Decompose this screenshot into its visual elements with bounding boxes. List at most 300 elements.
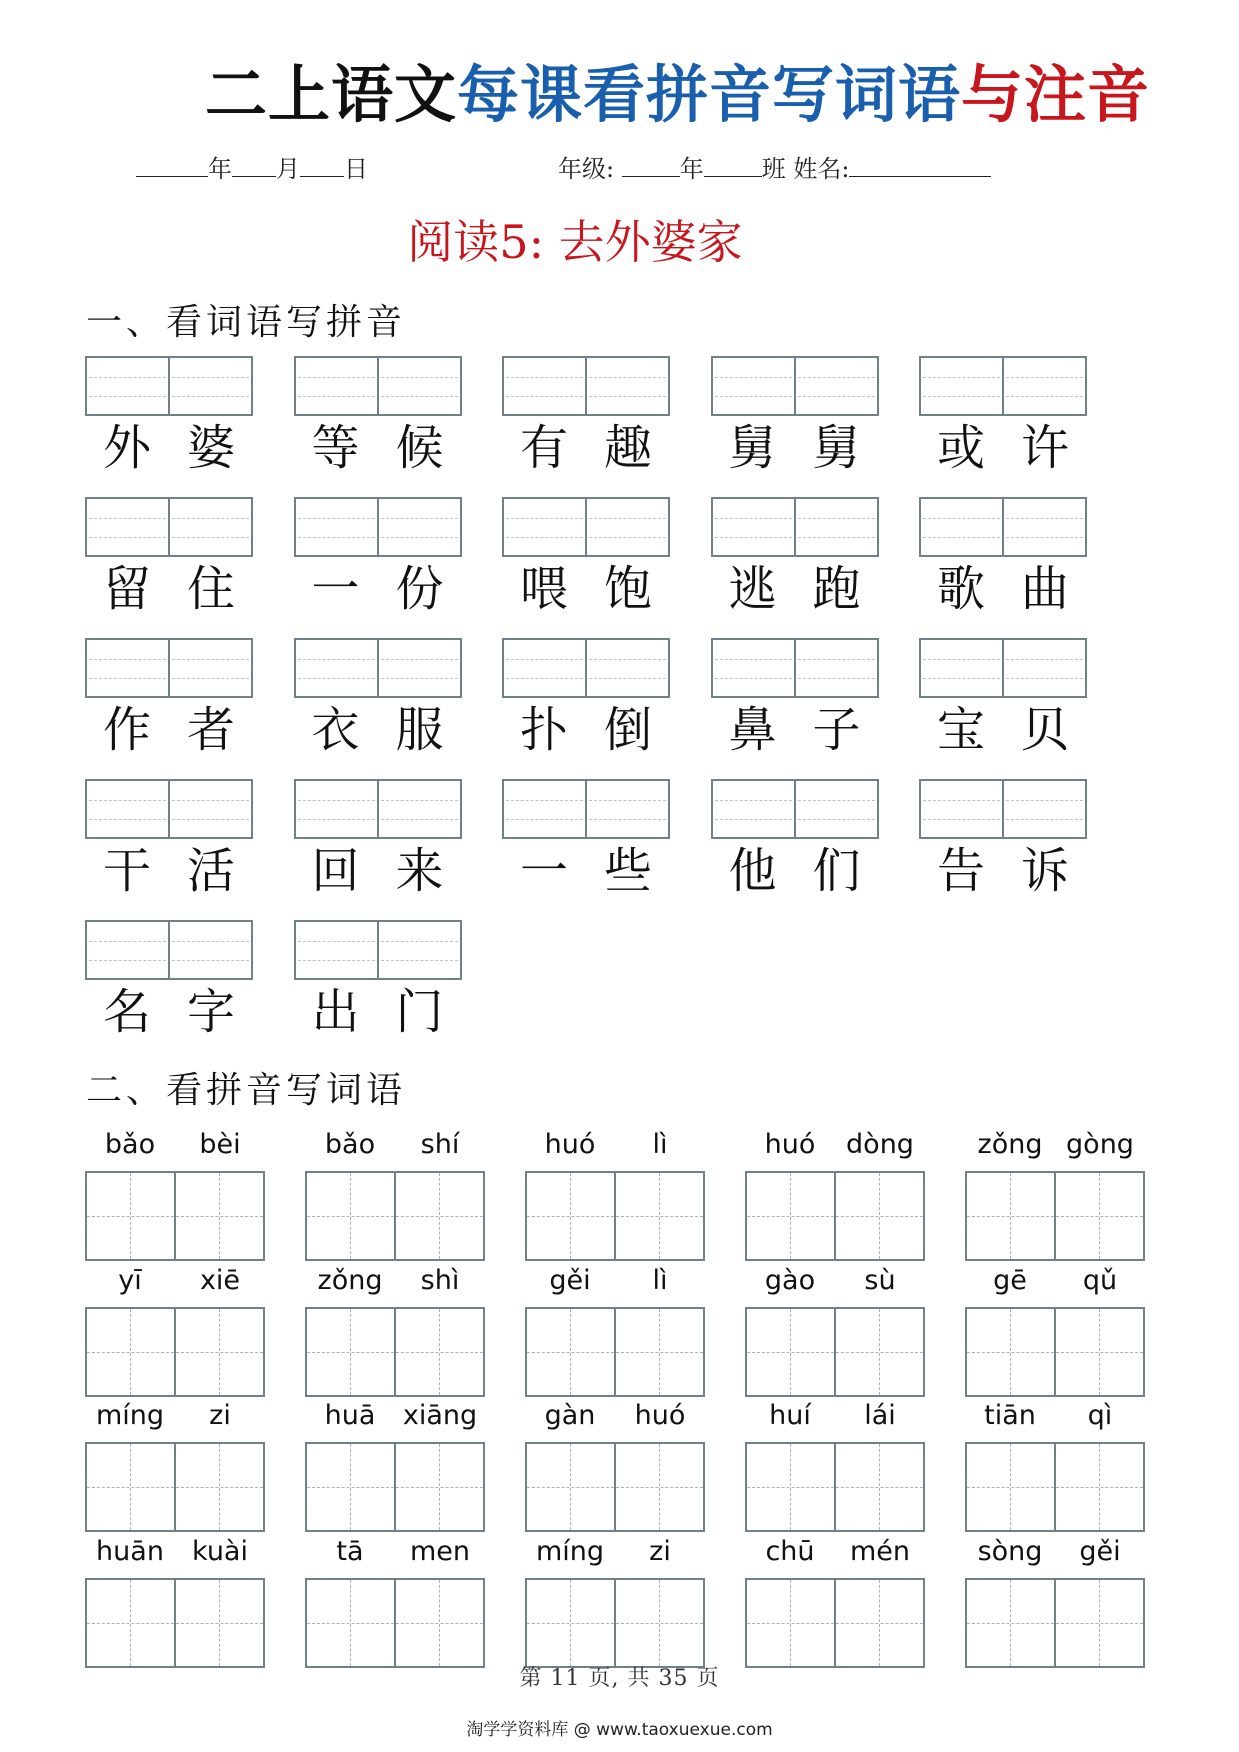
pinyin-answer-box[interactable] — [85, 638, 253, 698]
vocab-word — [294, 561, 462, 617]
vocab-character: 舅 — [728, 420, 777, 476]
guide-line — [1006, 819, 1083, 820]
vocab-character: 留 — [102, 561, 151, 617]
vocab-character: 宝 — [936, 702, 985, 758]
guide-line — [381, 396, 458, 397]
pinyin-cell[interactable] — [585, 358, 668, 414]
pinyin-answer-box[interactable] — [919, 497, 1087, 557]
tianzi-cell[interactable] — [174, 1580, 263, 1666]
character-answer-box[interactable] — [965, 1171, 1145, 1261]
vocab-word — [711, 420, 879, 476]
tianzi-cell[interactable] — [1054, 1173, 1143, 1259]
guide-line — [506, 377, 583, 378]
character-answer-box[interactable] — [745, 1442, 925, 1532]
name-blank[interactable] — [849, 154, 991, 177]
pinyin-prompt — [745, 1127, 925, 1163]
guide-line — [1010, 1444, 1011, 1530]
pinyin-answer-box[interactable] — [711, 779, 879, 839]
pinyin-cell[interactable] — [713, 358, 794, 414]
pinyin-answer-box[interactable] — [711, 356, 879, 416]
month-label: 月 — [276, 155, 300, 183]
pinyin-syllable: zǒng — [977, 1129, 1043, 1160]
guide-line — [130, 1444, 131, 1530]
guide-line — [298, 819, 375, 820]
pinyin-cell[interactable] — [168, 358, 251, 414]
guide-line — [923, 800, 1000, 801]
tianzi-cell[interactable] — [614, 1309, 703, 1395]
pinyin-syllable: sù — [864, 1264, 896, 1296]
guide-line — [350, 1173, 351, 1259]
vocab-character: 诉 — [1020, 843, 1069, 899]
character-answer-box[interactable] — [305, 1171, 485, 1261]
pinyin-cell[interactable] — [168, 640, 251, 696]
character-answer-box[interactable] — [745, 1578, 925, 1668]
pinyin-cell[interactable] — [168, 499, 251, 555]
vocab-character: 门 — [395, 984, 444, 1040]
pinyin-cell[interactable] — [1002, 640, 1085, 696]
guide-line — [89, 960, 166, 961]
student-info-line — [558, 152, 991, 186]
pinyin-prompt — [525, 1263, 705, 1299]
pinyin-answer-box[interactable] — [502, 497, 670, 557]
pinyin-cell[interactable] — [296, 781, 377, 837]
character-answer-box[interactable] — [525, 1578, 705, 1668]
pinyin-answer-box[interactable] — [85, 779, 253, 839]
pinyin-syllable: huó — [544, 1129, 596, 1160]
tianzi-cell[interactable] — [394, 1309, 483, 1395]
pinyin-prompt — [305, 1127, 485, 1163]
vocab-character: 舅 — [812, 420, 861, 476]
guide-line — [381, 819, 458, 820]
tianzi-cell[interactable] — [967, 1444, 1054, 1530]
vocab-word — [294, 843, 462, 899]
vocab-word — [85, 420, 253, 476]
tianzi-cell[interactable] — [614, 1173, 703, 1259]
guide-line — [350, 1309, 351, 1395]
pinyin-answer-box[interactable] — [294, 356, 462, 416]
tianzi-cell[interactable] — [834, 1444, 923, 1530]
character-answer-box[interactable] — [85, 1171, 265, 1261]
guide-line — [1006, 377, 1083, 378]
guide-line — [589, 537, 666, 538]
guide-line — [1099, 1309, 1100, 1395]
guide-line — [798, 659, 875, 660]
guide-line — [790, 1444, 791, 1530]
pinyin-cell[interactable] — [504, 358, 585, 414]
guide-line — [381, 518, 458, 519]
vocab-character: 婆 — [186, 420, 235, 476]
guide-line — [298, 518, 375, 519]
tianzi-cell[interactable] — [747, 1444, 834, 1530]
pinyin-cell[interactable] — [377, 499, 460, 555]
guide-line — [89, 800, 166, 801]
guide-line — [172, 396, 249, 397]
pinyin-syllable: tā — [336, 1535, 364, 1567]
pinyin-prompt — [965, 1398, 1145, 1434]
vocab-character: 出 — [311, 984, 360, 1040]
pinyin-syllable: zi — [209, 1400, 231, 1431]
guide-line — [172, 377, 249, 378]
guide-line — [130, 1309, 131, 1395]
tianzi-cell[interactable] — [967, 1173, 1054, 1259]
class-blank[interactable] — [704, 154, 762, 177]
tianzi-cell[interactable] — [307, 1173, 394, 1259]
grade-year-label: 年 — [679, 155, 704, 183]
vocab-character: 歌 — [936, 561, 985, 617]
pinyin-prompt — [305, 1398, 485, 1434]
vocab-character: 贝 — [1020, 702, 1069, 758]
character-answer-box[interactable] — [305, 1442, 485, 1532]
guide-line — [659, 1173, 660, 1259]
vocab-character: 字 — [186, 984, 235, 1040]
pinyin-answer-box[interactable] — [711, 638, 879, 698]
vocab-word — [294, 702, 462, 758]
guide-line — [879, 1173, 880, 1259]
pinyin-syllable: gào — [764, 1264, 816, 1296]
pinyin-cell[interactable] — [168, 781, 251, 837]
guide-line — [790, 1309, 791, 1395]
character-answer-box[interactable] — [305, 1578, 485, 1668]
vocab-character: 或 — [936, 420, 985, 476]
guide-line — [715, 800, 792, 801]
lesson-title: 阅读5: 去外婆家 — [407, 215, 743, 269]
pinyin-prompt — [85, 1127, 265, 1163]
guide-line — [172, 678, 249, 679]
tianzi-cell[interactable] — [967, 1309, 1054, 1395]
pinyin-syllable: gòng — [1066, 1129, 1134, 1160]
pinyin-syllable: shì — [420, 1264, 460, 1296]
day-blank[interactable] — [300, 154, 344, 177]
pinyin-syllable: lì — [652, 1129, 668, 1160]
pinyin-cell[interactable] — [585, 640, 668, 696]
pinyin-syllable: gěi — [1079, 1535, 1121, 1567]
section2-heading: 二、看拼音写词语 — [86, 1070, 407, 1111]
vocab-word — [294, 984, 462, 1040]
tianzi-cell[interactable] — [527, 1580, 614, 1666]
tianzi-cell[interactable] — [87, 1580, 174, 1666]
guide-line — [381, 377, 458, 378]
pinyin-cell[interactable] — [87, 640, 168, 696]
vocab-character: 他 — [728, 843, 777, 899]
pinyin-answer-box[interactable] — [502, 779, 670, 839]
guide-line — [1099, 1580, 1100, 1666]
guide-line — [923, 659, 1000, 660]
guide-line — [798, 518, 875, 519]
pinyin-answer-box[interactable] — [919, 779, 1087, 839]
tianzi-cell[interactable] — [1054, 1444, 1143, 1530]
vocab-character: 外 — [102, 420, 151, 476]
character-answer-box[interactable] — [85, 1442, 265, 1532]
vocab-character: 逃 — [728, 561, 777, 617]
pinyin-cell[interactable] — [87, 781, 168, 837]
pinyin-cell[interactable] — [1002, 781, 1085, 837]
pinyin-prompt — [745, 1534, 925, 1570]
pinyin-cell[interactable] — [377, 358, 460, 414]
guide-line — [219, 1173, 220, 1259]
guide-line — [1099, 1444, 1100, 1530]
vocab-word — [294, 420, 462, 476]
pinyin-prompt — [965, 1263, 1145, 1299]
pinyin-syllable: zi — [649, 1535, 671, 1567]
pinyin-cell[interactable] — [504, 781, 585, 837]
guide-line — [798, 819, 875, 820]
vocab-character: 一 — [519, 843, 568, 899]
pinyin-syllable: huí — [769, 1400, 811, 1431]
pinyin-answer-box[interactable] — [85, 497, 253, 557]
guide-line — [439, 1173, 440, 1259]
guide-line — [589, 396, 666, 397]
guide-line — [172, 941, 249, 942]
pinyin-cell[interactable] — [794, 499, 877, 555]
pinyin-cell[interactable] — [921, 499, 1002, 555]
guide-line — [506, 678, 583, 679]
guide-line — [172, 518, 249, 519]
pinyin-cell[interactable] — [296, 358, 377, 414]
tianzi-cell[interactable] — [834, 1173, 923, 1259]
pinyin-cell[interactable] — [713, 499, 794, 555]
pinyin-cell[interactable] — [713, 781, 794, 837]
guide-line — [130, 1580, 131, 1666]
pinyin-syllable: zǒng — [317, 1264, 383, 1296]
grade-label: 年级: — [558, 155, 615, 183]
guide-line — [589, 678, 666, 679]
pinyin-cell[interactable] — [296, 499, 377, 555]
footer-watermark: 淘学学资料库 @ www.taoxuexue.com — [466, 1720, 773, 1740]
vocab-character: 们 — [812, 843, 861, 899]
guide-line — [715, 819, 792, 820]
pinyin-cell[interactable] — [585, 499, 668, 555]
tianzi-cell[interactable] — [87, 1173, 174, 1259]
pinyin-cell[interactable] — [1002, 358, 1085, 414]
vocab-word — [502, 561, 670, 617]
vocab-character: 份 — [395, 561, 444, 617]
vocab-character: 活 — [186, 843, 235, 899]
guide-line — [715, 678, 792, 679]
vocab-character: 来 — [395, 843, 444, 899]
pinyin-cell[interactable] — [87, 499, 168, 555]
guide-line — [570, 1309, 571, 1395]
pinyin-prompt — [965, 1127, 1145, 1163]
tianzi-cell[interactable] — [394, 1444, 483, 1530]
guide-line — [570, 1444, 571, 1530]
pinyin-answer-box[interactable] — [85, 356, 253, 416]
tianzi-cell[interactable] — [527, 1444, 614, 1530]
month-blank[interactable] — [232, 154, 276, 177]
guide-line — [1006, 659, 1083, 660]
vocab-word — [711, 702, 879, 758]
pinyin-syllable: qǔ — [1082, 1264, 1118, 1296]
pinyin-answer-box[interactable] — [711, 497, 879, 557]
pinyin-answer-box[interactable] — [85, 920, 253, 980]
pinyin-answer-box[interactable] — [919, 356, 1087, 416]
pinyin-cell[interactable] — [921, 640, 1002, 696]
pinyin-prompt — [85, 1398, 265, 1434]
tianzi-cell[interactable] — [1054, 1580, 1143, 1666]
pinyin-prompt — [965, 1534, 1145, 1570]
tianzi-cell[interactable] — [614, 1444, 703, 1530]
guide-line — [350, 1444, 351, 1530]
pinyin-cell[interactable] — [296, 640, 377, 696]
tianzi-cell[interactable] — [394, 1173, 483, 1259]
pinyin-answer-box[interactable] — [919, 638, 1087, 698]
tianzi-cell[interactable] — [614, 1580, 703, 1666]
tianzi-cell[interactable] — [394, 1580, 483, 1666]
character-answer-box[interactable] — [305, 1307, 485, 1397]
vocab-character: 衣 — [311, 702, 360, 758]
guide-line — [570, 1173, 571, 1259]
tianzi-cell[interactable] — [307, 1444, 394, 1530]
guide-line — [130, 1173, 131, 1259]
pinyin-cell[interactable] — [504, 640, 585, 696]
vocab-character: 扑 — [519, 702, 568, 758]
vocab-character: 者 — [186, 702, 235, 758]
vocab-character: 跑 — [812, 561, 861, 617]
pinyin-cell[interactable] — [921, 358, 1002, 414]
pinyin-answer-box[interactable] — [502, 638, 670, 698]
vocab-word — [919, 420, 1087, 476]
pinyin-answer-box[interactable] — [502, 356, 670, 416]
character-answer-box[interactable] — [85, 1578, 265, 1668]
tianzi-cell[interactable] — [834, 1580, 923, 1666]
tianzi-cell[interactable] — [174, 1309, 263, 1395]
guide-line — [298, 377, 375, 378]
character-answer-box[interactable] — [525, 1171, 705, 1261]
pinyin-cell[interactable] — [713, 640, 794, 696]
pinyin-cell[interactable] — [377, 640, 460, 696]
tianzi-cell[interactable] — [747, 1309, 834, 1395]
vocab-word — [502, 420, 670, 476]
pinyin-syllable: bèi — [199, 1129, 241, 1160]
guide-line — [1010, 1580, 1011, 1666]
guide-line — [298, 941, 375, 942]
vocab-character: 有 — [519, 420, 568, 476]
pinyin-prompt — [85, 1263, 265, 1299]
pinyin-cell[interactable] — [794, 358, 877, 414]
pinyin-syllable: shí — [420, 1129, 460, 1160]
pinyin-syllable: lì — [652, 1264, 668, 1296]
guide-line — [879, 1580, 880, 1666]
guide-line — [439, 1580, 440, 1666]
guide-line — [923, 377, 1000, 378]
tianzi-cell[interactable] — [527, 1173, 614, 1259]
pinyin-syllable: bǎo — [324, 1129, 376, 1160]
character-answer-box[interactable] — [525, 1307, 705, 1397]
character-answer-box[interactable] — [85, 1307, 265, 1397]
guide-line — [172, 819, 249, 820]
pinyin-cell[interactable] — [1002, 499, 1085, 555]
tianzi-cell[interactable] — [967, 1580, 1054, 1666]
vocab-word — [85, 984, 253, 1040]
section1-heading: 一、看词语写拼音 — [86, 302, 407, 343]
character-answer-box[interactable] — [745, 1171, 925, 1261]
guide-line — [219, 1444, 220, 1530]
guide-line — [381, 941, 458, 942]
guide-line — [506, 396, 583, 397]
guide-line — [1010, 1173, 1011, 1259]
tianzi-cell[interactable] — [747, 1173, 834, 1259]
guide-line — [798, 678, 875, 679]
guide-line — [298, 800, 375, 801]
year-blank[interactable] — [136, 154, 208, 177]
pinyin-answer-box[interactable] — [294, 638, 462, 698]
guide-line — [506, 518, 583, 519]
tianzi-cell[interactable] — [1054, 1309, 1143, 1395]
guide-line — [381, 960, 458, 961]
pinyin-syllable: gàn — [544, 1400, 596, 1431]
pinyin-cell[interactable] — [794, 640, 877, 696]
tianzi-cell[interactable] — [307, 1309, 394, 1395]
pinyin-cell[interactable] — [921, 781, 1002, 837]
guide-line — [1006, 800, 1083, 801]
character-answer-box[interactable] — [525, 1442, 705, 1532]
pinyin-cell[interactable] — [585, 781, 668, 837]
pinyin-cell[interactable] — [168, 922, 251, 978]
character-answer-box[interactable] — [965, 1442, 1145, 1532]
pinyin-cell[interactable] — [377, 781, 460, 837]
pinyin-cell[interactable] — [87, 922, 168, 978]
tianzi-cell[interactable] — [174, 1173, 263, 1259]
pinyin-syllable: mén — [849, 1535, 911, 1567]
pinyin-cell[interactable] — [504, 499, 585, 555]
pinyin-syllable: huān — [96, 1535, 164, 1567]
pinyin-cell[interactable] — [377, 922, 460, 978]
guide-line — [715, 377, 792, 378]
guide-line — [439, 1309, 440, 1395]
tianzi-cell[interactable] — [174, 1444, 263, 1530]
guide-line — [923, 518, 1000, 519]
character-answer-box[interactable] — [745, 1307, 925, 1397]
vocab-character: 名 — [102, 984, 151, 1040]
vocab-word — [502, 702, 670, 758]
class-label: 班 — [761, 155, 786, 183]
grade-blank[interactable] — [622, 154, 680, 177]
guide-line — [89, 941, 166, 942]
guide-line — [659, 1580, 660, 1666]
vocab-word — [919, 702, 1087, 758]
tianzi-cell[interactable] — [87, 1444, 174, 1530]
character-answer-box[interactable] — [965, 1307, 1145, 1397]
tianzi-cell[interactable] — [307, 1580, 394, 1666]
tianzi-cell[interactable] — [527, 1309, 614, 1395]
pinyin-cell[interactable] — [87, 358, 168, 414]
guide-line — [589, 800, 666, 801]
guide-line — [923, 819, 1000, 820]
guide-line — [570, 1580, 571, 1666]
pinyin-prompt — [745, 1263, 925, 1299]
tianzi-cell[interactable] — [87, 1309, 174, 1395]
character-answer-box[interactable] — [965, 1578, 1145, 1668]
guide-line — [923, 678, 1000, 679]
pinyin-answer-box[interactable] — [294, 779, 462, 839]
tianzi-cell[interactable] — [834, 1309, 923, 1395]
pinyin-prompt — [525, 1127, 705, 1163]
pinyin-prompt — [305, 1263, 485, 1299]
pinyin-cell[interactable] — [296, 922, 377, 978]
tianzi-cell[interactable] — [747, 1580, 834, 1666]
guide-line — [89, 678, 166, 679]
guide-line — [89, 518, 166, 519]
guide-line — [89, 377, 166, 378]
guide-line — [1006, 518, 1083, 519]
vocab-character: 许 — [1020, 420, 1069, 476]
pinyin-cell[interactable] — [794, 781, 877, 837]
guide-line — [506, 659, 583, 660]
guide-line — [715, 518, 792, 519]
guide-line — [439, 1444, 440, 1530]
pinyin-answer-box[interactable] — [294, 920, 462, 980]
guide-line — [219, 1580, 220, 1666]
pinyin-answer-box[interactable] — [294, 497, 462, 557]
